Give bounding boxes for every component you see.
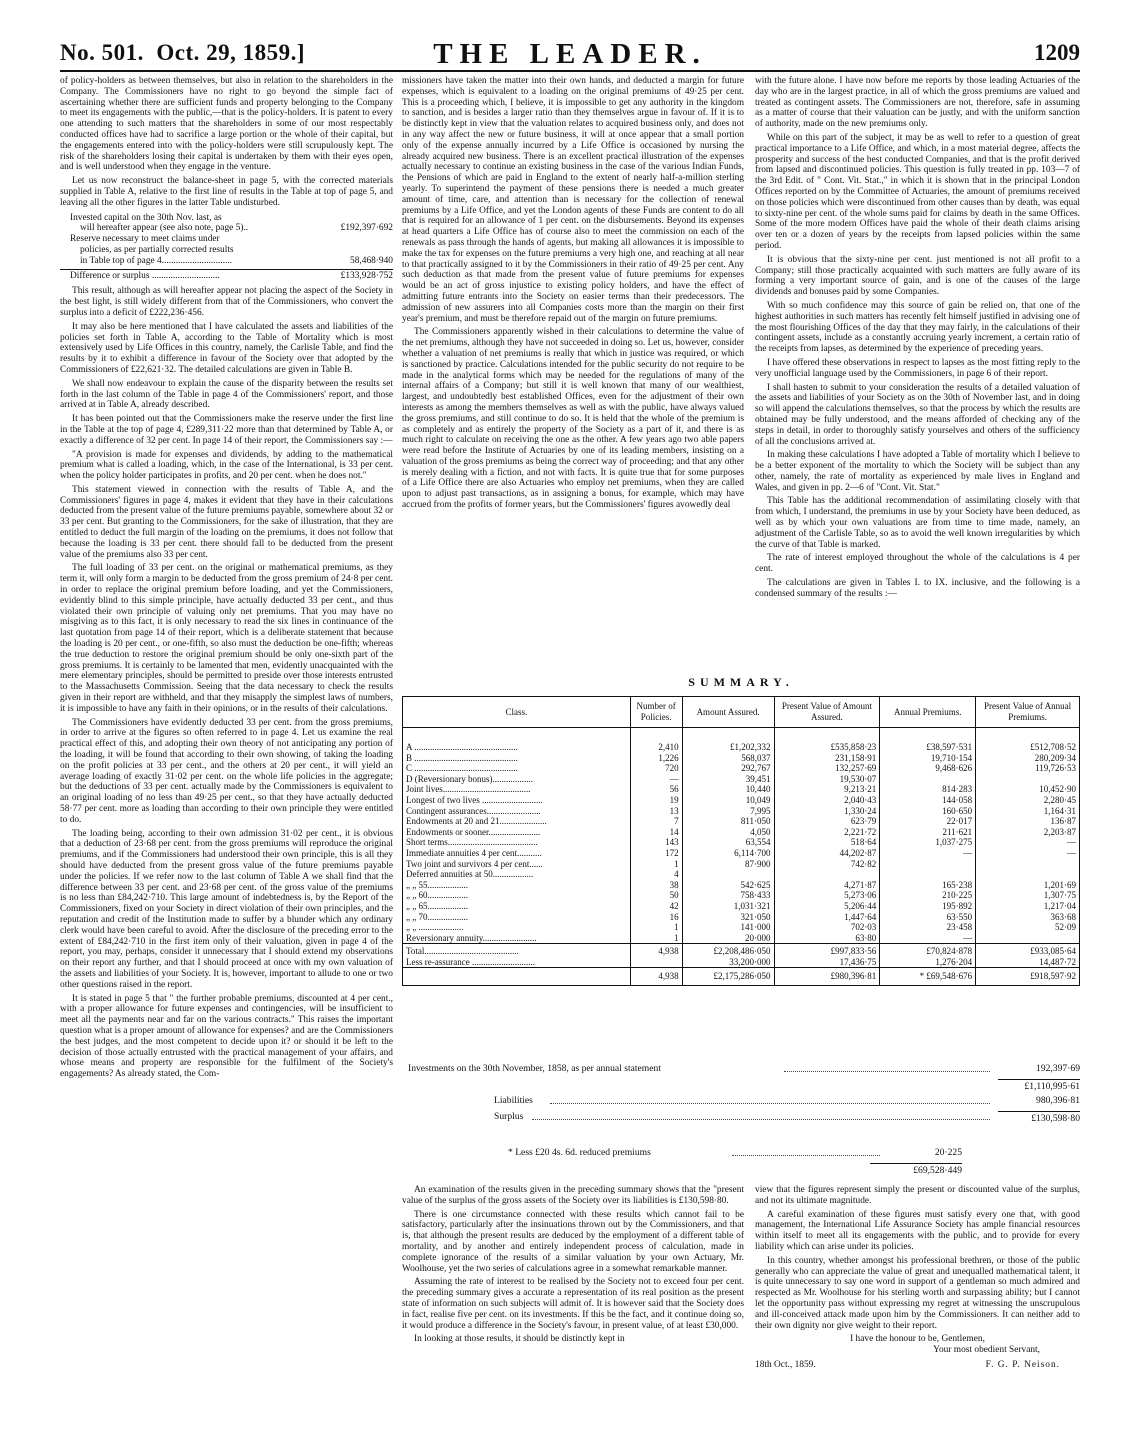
cell-cls: Endowments at 20 and 21..................... <box>403 816 631 827</box>
column-1 <box>60 76 393 1411</box>
table-row <box>403 763 1080 774</box>
cell-pva: £918,597·92 <box>976 968 1080 986</box>
cell-ann: 211·621 <box>880 827 976 838</box>
cell-pva: 1,307·75 <box>976 890 1080 901</box>
cell-pva: £512,708·52 <box>976 728 1080 753</box>
cell-pva <box>976 933 1080 944</box>
cell-ann: 1,276·204 <box>880 957 976 968</box>
cell-num: 19 <box>630 795 682 806</box>
cell-num: 143 <box>630 837 682 848</box>
cell-ann: — <box>880 933 976 944</box>
cell-ann: — <box>880 848 976 859</box>
cell-pva: 2,203·87 <box>976 827 1080 838</box>
cell-amt: £2,208,486·050 <box>682 944 774 957</box>
cell-amt: 7,995 <box>682 806 774 817</box>
cell-pva: 1,201·69 <box>976 880 1080 891</box>
table-row <box>403 922 1080 933</box>
cell-cls: C .............................................. <box>403 763 631 774</box>
cell-pv: 2,040·43 <box>774 795 880 806</box>
header-annual: Annual Premiums. <box>880 697 976 728</box>
column-2 <box>402 76 744 681</box>
reserve-value: 58,468·940 <box>350 255 393 266</box>
cell-pva: 52·09 <box>976 922 1080 933</box>
paragraph: It is stated in page 5 that " the further probable premiums, discounted at 4 per cent., with a proper allowance for future expenses and contingencies, will be insufficient to meet all the payments near and far on the various contracts." This raises the important question what is a proper amount of allowance for expenses? and are the Commissioners the best judges, and the most competent to decide upon it? or should it be left to the decision of those actually entrusted with the practical management of your affairs, and whose means and property are responsible for the fulfilment of the Society's engagements? As already stated, the Com- <box>60 993 393 1080</box>
cell-cls <box>403 968 631 986</box>
cell-cls: Immediate annuities 4 per cent........... <box>403 848 631 859</box>
cell-num: 172 <box>630 848 682 859</box>
cell-pva <box>976 859 1080 870</box>
cell-pva: 10,452·90 <box>976 784 1080 795</box>
summary-header-row <box>403 697 1080 728</box>
cell-num: 50 <box>630 890 682 901</box>
table-row <box>403 890 1080 901</box>
cell-pva <box>976 869 1080 880</box>
paragraph: This Table has the additional recommendation of assimilating closely with that from which, I understand, the premiums in use by your Society have been deduced, as well as by which your own valuations are from time to time made, namely, an adjustment of the Carlisle Table, so as to avoid the well known irregularities by which the curve of that Table is marked. <box>755 496 1080 550</box>
cell-pva: 1,164·31 <box>976 806 1080 817</box>
cell-ann: 1,037·275 <box>880 837 976 848</box>
cell-num: — <box>630 774 682 785</box>
cell-pv: £997,833·56 <box>774 944 880 957</box>
cell-pv: 1,447·64 <box>774 912 880 923</box>
cell-cls: B .............................................. <box>403 753 631 764</box>
header-pv-annual: Present Value of Annual Premiums. <box>976 697 1080 728</box>
cell-pv: 19,530·07 <box>774 774 880 785</box>
cell-amt: 141·000 <box>682 922 774 933</box>
masthead <box>60 36 1080 72</box>
cell-num: 56 <box>630 784 682 795</box>
cell-pva: 119,726·53 <box>976 763 1080 774</box>
cell-amt: 758·433 <box>682 890 774 901</box>
reduced-premiums-value: 20·225 <box>934 1147 962 1158</box>
investments-block <box>402 1063 1080 1179</box>
header-present-value: Present Value of Amount Assured. <box>774 697 880 728</box>
surplus-line: Surplus £130,598·80 <box>494 1111 1080 1124</box>
cell-pv: 231,158·91 <box>774 753 880 764</box>
letter-date: 18th Oct., 1859. <box>755 1359 816 1370</box>
balance-line: policies, as per partially corrected results <box>80 244 234 255</box>
cell-cls: Endowments or sooner....................... <box>403 827 631 838</box>
cell-cls: „ „ 70.................. <box>403 912 631 923</box>
liabilities-value: 980,396·81 <box>1036 1095 1080 1106</box>
page-number: 1209 <box>1034 40 1080 65</box>
cell-cls: D (Reversionary bonus).................. <box>403 774 631 785</box>
cell-num: 4,938 <box>630 968 682 986</box>
investments-total-value: £1,110,995·61 <box>1024 1081 1080 1092</box>
table-row <box>403 968 1080 986</box>
reduced-premiums-note: * Less £20 4s. 6d. reduced premiums 20·225 <box>508 1147 962 1158</box>
paragraph: The Commissioners have evidently deducted 33 per cent. from the gross premiums, in order to arrive at the figures so often referred to in page 4. Let us examine the real practical effect of this, and adopting their own theory of not anticipating any portion of the loading, it will be found that according to their own showing, of taking the loading on the profit policies at 33 per cent., and the others at 20 per cent., it will yield an average loading of exactly 31·02 per cent. on the whole life policies in the aggregate; but the deductions of 33 per cent. actually made by the Commissioners is equivalent to an original loading of no less than 49·25 per cent., so that they have actually deducted 58·77 per cent. more as loading than according to their own principle they were entitled to do. <box>60 717 393 825</box>
paragraph: It is obvious that the sixty-nine per cent. just mentioned is not all profit to a Company; still those practically acquainted with such matters are fully aware of its forming a very important source of gain, and is one of the causes of the large dividends and bonuses paid by some Companies. <box>755 254 1080 298</box>
bottom-column-2 <box>402 1185 744 1425</box>
issue-date: Oct. 29, 1859.] <box>156 40 306 65</box>
paragraph: With so much confidence may this source of gain be relied on, that one of the highest authorities in such matters has recently felt himself justified in advising one of the most flourishing Offices of the day that they may fairly, in the calculations of their contingent assets, include as a constantly accruing yearly increment, a certain ratio of the receipts from lapses, as determined by the experience of preceding years. <box>755 300 1080 355</box>
cell-cls: Joint lives....................................... <box>403 784 631 795</box>
quotation: "A provision is made for expenses and dividends, by adding to the mathematical premium what is called a loading, which, in the case of the International, is 33 per cent. when the policy holder participates in profits, and 20 per cent. when he does not." <box>60 449 393 482</box>
cell-pv: 132,257·69 <box>774 763 880 774</box>
cell-num: 38 <box>630 880 682 891</box>
cell-ann: 144·058 <box>880 795 976 806</box>
cell-amt: 292,767 <box>682 763 774 774</box>
cell-pv: £535,858·23 <box>774 728 880 753</box>
cell-amt: 568,037 <box>682 753 774 764</box>
cell-num: 13 <box>630 806 682 817</box>
table-row <box>403 784 1080 795</box>
closing-line: Your most obedient Servant, <box>933 1345 1040 1356</box>
cell-amt: £1,202,332 <box>682 728 774 753</box>
cell-num <box>630 957 682 968</box>
paragraph: In making these calculations I have adopted a Table of mortality which I believe to be a better exponent of the mortality to which the Society will be subject than any other, namely, the rate of mortality as experienced by male lives in England and Wales, and given in pp. 2—6 of "Cont. Vit. Stat." <box>755 450 1080 493</box>
cell-ann: 814·283 <box>880 784 976 795</box>
closing-line: I have the honour to be, Gentlemen, <box>850 1334 985 1345</box>
balance-line: in Table top of page 4.............................. 58,468·940 <box>80 255 393 266</box>
cell-pva: 2,280·45 <box>976 795 1080 806</box>
investments-total-line <box>402 1079 1080 1095</box>
paragraph: We shall now endeavour to explain the cause of the disparity between the results set forth in the last column of the Table in page 4 of the Commissioners' report, and those arrived at in Table A, already described. <box>60 378 393 411</box>
table-row <box>403 912 1080 923</box>
cell-amt: 33,200·000 <box>682 957 774 968</box>
paragraph: In this country, whether amongst his professional brethren, or those of the public generally who can appreciate the value of great and unequalled mathematical talent, it is quite unnecessary to say one word in support of a gentleman so much admired and respected as Mr. Woolhouse for his sterling worth and surpassing ability; but I cannot let the opportunity pass without expressing my regret at witnessing the unscrupulous and ill-conceived attack made upon him by the Commissioners. It can neither add to their own dignity nor give weight to their report. <box>755 1255 1080 1331</box>
cell-cls: Two joint and survivors 4 per cent...... <box>403 859 631 870</box>
header-number: Number of Policies. <box>630 697 682 728</box>
table-row <box>403 837 1080 848</box>
cell-num: 7 <box>630 816 682 827</box>
summary-table <box>402 696 1080 986</box>
cell-cls: A .............................................. <box>403 728 631 753</box>
cell-num: 1,226 <box>630 753 682 764</box>
cell-ann: £70,824·878 <box>880 944 976 957</box>
surplus-value: £133,928·752 <box>340 270 393 281</box>
investments-value: 192,397·69 <box>1036 1063 1080 1074</box>
cell-cls: „ „ .................... <box>403 922 631 933</box>
cell-num: 1 <box>630 922 682 933</box>
cell-pva: £933,085·64 <box>976 944 1080 957</box>
paragraph: In looking at those results, it should be distinctly kept in <box>414 1334 625 1345</box>
cell-ann: 19,710·154 <box>880 753 976 764</box>
paragraph: It has been pointed out that the Commissioners make the reserve under the first line in the Table at the top of page 4, £289,311·22 more than that determined by Table A, or exactly a difference of 32 per cent. In page 14 of their report, the Commissioners say :— <box>60 414 393 446</box>
table-row <box>403 869 1080 880</box>
cell-amt: 87·900 <box>682 859 774 870</box>
cell-ann: 63·550 <box>880 912 976 923</box>
header-class: Class. <box>403 697 631 728</box>
issue-number: No. 501. Oct. 29, 1859.] <box>60 40 306 65</box>
cell-ann: 160·650 <box>880 806 976 817</box>
cell-pv: 9,213·21 <box>774 784 880 795</box>
cell-amt: 20·000 <box>682 933 774 944</box>
paragraph: Assuming the rate of interest to be realised by the Society not to exceed four per cent. the preceding summary gives a accurate a representation of its real position as the present state of information on such subjects will admit of. It is however said that the Society does in fact, realise five per cent. on its investments. If this be the fact, and it continue doing so, it would produce a difference in the Society's favour, in present value, of at least £30,000. <box>402 1277 744 1331</box>
cell-pv: 1,330·24 <box>774 806 880 817</box>
cell-num: 2,410 <box>630 728 682 753</box>
bottom-column-3 <box>755 1185 1080 1425</box>
cell-pva: — <box>976 837 1080 848</box>
cell-cls: Longest of two lives ........................... <box>403 795 631 806</box>
cell-amt: 321·050 <box>682 912 774 923</box>
signature: F. G. P. Neison. <box>985 1359 1060 1370</box>
cell-ann: 165·238 <box>880 880 976 891</box>
cell-ann: 22·017 <box>880 816 976 827</box>
cell-amt: 1,031·321 <box>682 901 774 912</box>
table-row <box>403 933 1080 944</box>
balance-line: Invested capital on the 30th Nov. last, as <box>70 212 222 223</box>
cell-ann: * £69,548·676 <box>880 968 976 986</box>
cell-amt: 10,049 <box>682 795 774 806</box>
cell-pva: 1,217·04 <box>976 901 1080 912</box>
cell-ann: 23·458 <box>880 922 976 933</box>
paper-title: THE LEADER. <box>433 38 707 70</box>
final-premium-value: £69,528·449 <box>913 1165 962 1176</box>
cell-ann: 9,468·626 <box>880 763 976 774</box>
cell-ann <box>880 869 976 880</box>
cell-pva <box>976 774 1080 785</box>
signature-row <box>755 1360 1080 1371</box>
cell-amt: 4,050 <box>682 827 774 838</box>
cell-pv: 518·64 <box>774 837 880 848</box>
cell-cls: „ „ 65.................. <box>403 901 631 912</box>
cell-cls: „ „ 55.................. <box>403 880 631 891</box>
cell-pv: 2,221·72 <box>774 827 880 838</box>
cell-pva: 280,209·34 <box>976 753 1080 764</box>
paragraph: An examination of the results given in the preceding summary shows that the "present value of the surplus of the gross assets of the Society over its liabilities is £130,598·80. <box>402 1185 744 1206</box>
cell-amt: 39,451 <box>682 774 774 785</box>
surplus-value: £130,598·80 <box>1031 1113 1080 1124</box>
cell-num: 4 <box>630 869 682 880</box>
cell-ann: £38,597·531 <box>880 728 976 753</box>
table-row <box>403 848 1080 859</box>
cell-pv: 4,271·87 <box>774 880 880 891</box>
cell-cls: „ „ 60.................. <box>403 890 631 901</box>
summary-body <box>403 728 1080 986</box>
paragraph: The full loading of 33 per cent. on the original or mathematical premiums, as they term it, will only form a margin to be deducted from the gross premium of 24·8 per cent. in order to replace the original premium before loading, and yet the Commissioners, evidently blind to this simple principle, have actually deducted 33 per cent., and thus violated their own principle of valuing only net premiums. That you may have no misgiving as to this fact, it is only necessary to read the six lines in continuance of the last quotation from page 14 of their report, which is a deliberate statement that because the loading is 20 per cent., or one-fifth, so also must the deduction be one-fifth; whereas the true deduction to restore the original premium should be only one-sixth part of the gross premiums. It is certainly to be lamented that men, evidently unacquainted with the mere elementary principles, should be permitted to preside over those interests entrusted to the Massachusetts Commission. Seeing that the data necessary to check the results given in their report are withheld, and that they misapply the simplest laws of numbers, it is impossible to have any faith in their opinions, or in the results of their calculations. <box>60 563 393 714</box>
table-row <box>403 795 1080 806</box>
paragraph: This statement viewed in connection with the results of Table A, and the Commissioners' figures in page 4, makes it evident that they have in their calculations deducted from the present value of the future premiums payable, somewhere about 32 or 33 per cent. But granting to the Commissioners, for the sake of illustration, that they are entitled to deduct the full margin of the loading on the premiums, it does not follow that because the loading is 33 per cent. there should fall to be deducted from the present value of the premiums also 33 per cent. <box>60 484 393 560</box>
cell-num: 16 <box>630 912 682 923</box>
cell-pv: 702·03 <box>774 922 880 933</box>
cell-amt: 6,114·700 <box>682 848 774 859</box>
table-row <box>403 774 1080 785</box>
cell-cls: Reversionary annuity........................ <box>403 933 631 944</box>
summary-section <box>402 675 1080 986</box>
cell-pv: 17,436·75 <box>774 957 880 968</box>
cell-amt <box>682 869 774 880</box>
cell-amt: 542·625 <box>682 880 774 891</box>
paragraph: This result, although as will hereafter appear not placing the aspect of the Society in the best light, is still widely different from that of the Commissioners, who convert the surplus into a deficit of £222,236·456. <box>60 286 393 318</box>
paragraph: with the future alone. I have now before me reports by those leading Actuaries of the day who are in the largest practice, in all of which the gross premiums are valued and treated as contingent assets. The Commissioners are not, therefore, safe in assuming as a matter of course that their valuation can be justly, and with the uniform sanction of authority, made on the new premiums only. <box>755 76 1080 130</box>
cell-amt: 811·050 <box>682 816 774 827</box>
cell-pva: 136·87 <box>976 816 1080 827</box>
balance-sheet <box>60 213 393 282</box>
cell-amt: £2,175,286·050 <box>682 968 774 986</box>
paragraph: A careful examination of these figures must satisfy every one that, with good management, the International Life Assurance Society has ample financial resources within itself to meet all its engagements with the public, and to provide for every liability which can arise under its policies. <box>755 1209 1080 1252</box>
paragraph: missioners have taken the matter into their own hands, and deducted a margin for future expenses, which is equivalent to a loading on the original premiums of 49·25 per cent. This is a proceeding which, I believe, it is impossible to get any authority in the kingdom to sanction, and is besides a larger ratio than they themselves argue in favour of. If it is to be distinctly kept in view that the valuation relates to acquired business only, and does not in any way affect the new or future business, it will at once appear that a small portion only of the expense annually incurred by a Life Office is occasioned by nursing the already acquired new business. There is an excellent practical illustration of the expenses actually necessary to continue an existing business in the case of the various Indian Funds, the Pensions of which are paid in England to the extent of nearly half-a-million sterling yearly. To superintend the payment of these pensions there is needed a much greater amount of time, care, and attention than is necessary for the collection of renewal premiums by a Life Office, and yet the London agents of these Funds are content to do all that is required for an allowance of 1 per cent. on the disbursements. Beyond its expenses at head quarters a Life Office has of course also to meet the commission on each of the renewals as pass through the hands of agents, but making all allowances it is impossible to make the tax for expenses on the future premiums a very high one, and reaching at all near to that practically assigned to it by the Commissioners in their ratio of 49·25 per cent. Any such deduction as that made from the present value of future premiums for expenses would be an act of gross injustice to existing policy holders, and have the effect of admitting future entrants into the Society on easier terms than their predecessors. The admission of new assurers into all Companies costs more than the margin on their first year's premium, and must be therefore repaid out of the margin on future premiums. <box>402 76 744 324</box>
table-row <box>403 827 1080 838</box>
cell-pv: 623·79 <box>774 816 880 827</box>
cell-amt: 10,440 <box>682 784 774 795</box>
liabilities-line: Liabilities 980,396·81 <box>494 1095 1080 1106</box>
table-row <box>403 957 1080 968</box>
cell-amt: 63,554 <box>682 837 774 848</box>
cell-pva: 363·68 <box>976 912 1080 923</box>
cell-pv <box>774 869 880 880</box>
paragraph: There is one circumstance connected with these results which cannot fail to be satisfactory, particularly after the insinuations thrown out by the Commissioners, and that is, that although the present results are deduced by the employment of a different table of mortality, and by another and entirely independent process of calculation, made in complete ignorance of the results of a similar valuation by your own Actuary, Mr. Woolhouse, yet the two series of calculations agree in a somewhat remarkable manner. <box>402 1209 744 1274</box>
paragraph: of policy-holders as between themselves, but also in relation to the shareholders in the Company. The Commissioners have no right to go beyond the simple fact of ascertaining whether there are sufficient funds and property belonging to the Company to meet its engagements with the public,—that is the policy-holders. It is patent to every one attending to such matters that the shareholders in some of our most respectably conducted offices have had to sacrifice a large portion or the whole of their capital, but the engagements entered into with the policy-holders were still scrupulously kept. The risk of the shareholders losing their capital is undertaken by them with their eyes open, and is well understood when they engage in the venture. <box>60 76 393 173</box>
table-row <box>403 728 1080 753</box>
cell-pv: £980,396·81 <box>774 968 880 986</box>
cell-pva: — <box>976 848 1080 859</box>
balance-line: Reserve necessary to meet claims under <box>70 234 220 245</box>
cell-pv: 63·80 <box>774 933 880 944</box>
cell-pva: 14,487·72 <box>976 957 1080 968</box>
paragraph: The loading being, according to their own admission 31·02 per cent., it is obvious that a deduction of 23·68 per cent. from the gross premiums will reproduce the original premiums, and if the Commissioners had understood their own principle, this is all they should have deducted from the present gross value of the future premiums payable under the policies. If we refer now to the last column of Table A we shall find that the difference between 33 per cent. and 23·68 per cent. of the gross value of the premiums is no less than £84,242·710. This large amount of indebtedness is, by the Report of the Commissioners, fixed on your Society in direct violation of their own principles, and the reputation and credit of the Institution made to suffer by a blunder which any ordinary clerk would have been careful to avoid. After the disclosure of the preceding error to the extent of £84,242·710 in the first item only of their valuation, given in page 4 of the report, you may, perhaps, consider it unnecessary that I should extend my observations on their report any further, and that I should proceed at once with my own valuation of the assets and liabilities of your Society. It is, however, important to allude to one or two other questions raised in the report. <box>60 828 393 990</box>
balance-line: will hereafter appear (see also note, page 5).. £192,397·692 <box>80 223 393 234</box>
paragraph: I shall hasten to submit to your consideration the results of a detailed valuation of the assets and liabilities of your Society as on the 30th of November last, and in doing so will append the calculations themselves, so that the process by which the results are obtained may be fully understood, and the means afforded of checking any of the steps in detail, in order to thoroughly satisfy yourselves and others of the sufficiency of all the conclusions arrived at. <box>755 382 1080 447</box>
cell-num: 1 <box>630 933 682 944</box>
investments-line: Investments on the 30th November, 1858, as per annual statement 192,397·69 <box>408 1063 1080 1074</box>
table-row <box>403 880 1080 891</box>
paragraph: The rate of interest employed throughout the whole of the calculations is 4 per cent. <box>755 553 1080 575</box>
cell-num: 14 <box>630 827 682 838</box>
cell-cls: Less re-assurance ............................ <box>403 957 631 968</box>
cell-pv: 5,206·44 <box>774 901 880 912</box>
paragraph: While on this part of the subject, it may be as well to refer to a question of great practical importance to a Life Office, and which, in a most material degree, affects the prosperity and success of the best conducted Companies, and that is the profit derived from lapsed and discontinued policies. This question is fully treated in pp. 103—7 of the 3rd Edit. of " Cont. Vit. Stat.," in which it is shown that in the principal London Offices reported on by the Committee of Actuaries, the amount of premiums received on those policies which were discontinued from other causes than by death, was equal to sixty-nine per cent. of the whole sums paid for claims by death in the same Offices. Some of the more modern Offices have paid the whole of their death claims arising over ten or a dozen of years by the receipts from lapsed policies within the same period. <box>755 132 1080 251</box>
paragraph: It may also be here mentioned that I have calculated the assets and liabilities of the policies set forth in Table A, according to the Table of Mortality which is most extensively used by Life Offices in this country, namely, the Carlisle Table, and find the results by it to exhibit a difference in favour of the Society over that adopted by the Commissioners of £22,621·32. The detailed calculations are given in Table B. <box>60 321 393 375</box>
cell-cls: Deferred annuities at 50.................. <box>403 869 631 880</box>
cell-pv: 44,202·87 <box>774 848 880 859</box>
cell-num: 4,938 <box>630 944 682 957</box>
cell-cls: Short terms........................................ <box>403 837 631 848</box>
paragraph: The calculations are given in Tables I. to IX. inclusive, and the following is a condensed summary of the results :— <box>755 578 1080 599</box>
balance-line: Difference or surplus ............................. £133,928·752 <box>60 269 393 282</box>
cell-cls: Contingent assurances........................ <box>403 806 631 817</box>
table-row <box>403 859 1080 870</box>
table-row <box>403 901 1080 912</box>
cell-ann <box>880 859 976 870</box>
cell-ann <box>880 774 976 785</box>
invested-capital-value: £192,397·692 <box>340 223 393 234</box>
cell-ann: 210·225 <box>880 890 976 901</box>
table-row <box>403 816 1080 827</box>
table-row <box>403 753 1080 764</box>
table-row <box>403 944 1080 957</box>
cell-ann: 195·892 <box>880 901 976 912</box>
paragraph: view that the figures represent simply the present or discounted value of the surplus, and not its ultimate magnitude. <box>755 1185 1080 1206</box>
cell-pv: 5,273·06 <box>774 890 880 901</box>
paragraph: Let us now reconstruct the balance-sheet in page 5, with the corrected materials supplied in Table A, relative to the first line of results in the Table at top of page 5, and leaving all the other figures in the latter Table undisturbed. <box>60 176 393 208</box>
paragraph: The Commissioners apparently wished in their calculations to determine the value of the net premiums, although they have not succeeded in doing so. Let us, however, consider whether a valuation of net premiums is really that which in justice was required, or which is sanctioned by practice. Calculations intended for the public security do not require to be made in the analytical forms which may be needed for the regulations of many of the internal affairs of a Company; but still it is well known that many of our wealthiest, largest, and undoubtedly best established Offices, even for the adjustment of their own interests as among the members themselves as well as with the public, have always valued the gross premiums, and still continue to do so. It is held that the whole of the premium is as completely and as entirely the property of the Society as a part of it, and there is as much right to calculate on receiving the one as the other. A few years ago two able papers were read before the Institute of Actuaries by one of its leading members, insisting on a valuation of the gross premiums as being the correct way of proceeding; and that any other is merely dealing with a fiction, and not with facts. It is quite true that for some purposes of a Life Office there are also Actuaries who employ net premiums, when they are called upon to adjust past transactions, as in assigning a bonus, for example, which may have accrued from the profits of former years, but the Commissioners' figures avowedly deal <box>402 327 744 511</box>
final-premium-line <box>402 1163 1080 1179</box>
paragraph: I have offered these observations in respect to lapses as the most fitting reply to the very unofficial language used by the Commissioners, in page 6 of their report. <box>755 357 1080 379</box>
cell-cls: Total.......................................... <box>403 944 631 957</box>
column-3 <box>755 76 1080 631</box>
cell-pv: 742·82 <box>774 859 880 870</box>
table-row <box>403 806 1080 817</box>
header-amount: Amount Assured. <box>682 697 774 728</box>
summary-title: SUMMARY. <box>688 675 794 689</box>
cell-num: 1 <box>630 859 682 870</box>
cell-num: 720 <box>630 763 682 774</box>
cell-num: 42 <box>630 901 682 912</box>
